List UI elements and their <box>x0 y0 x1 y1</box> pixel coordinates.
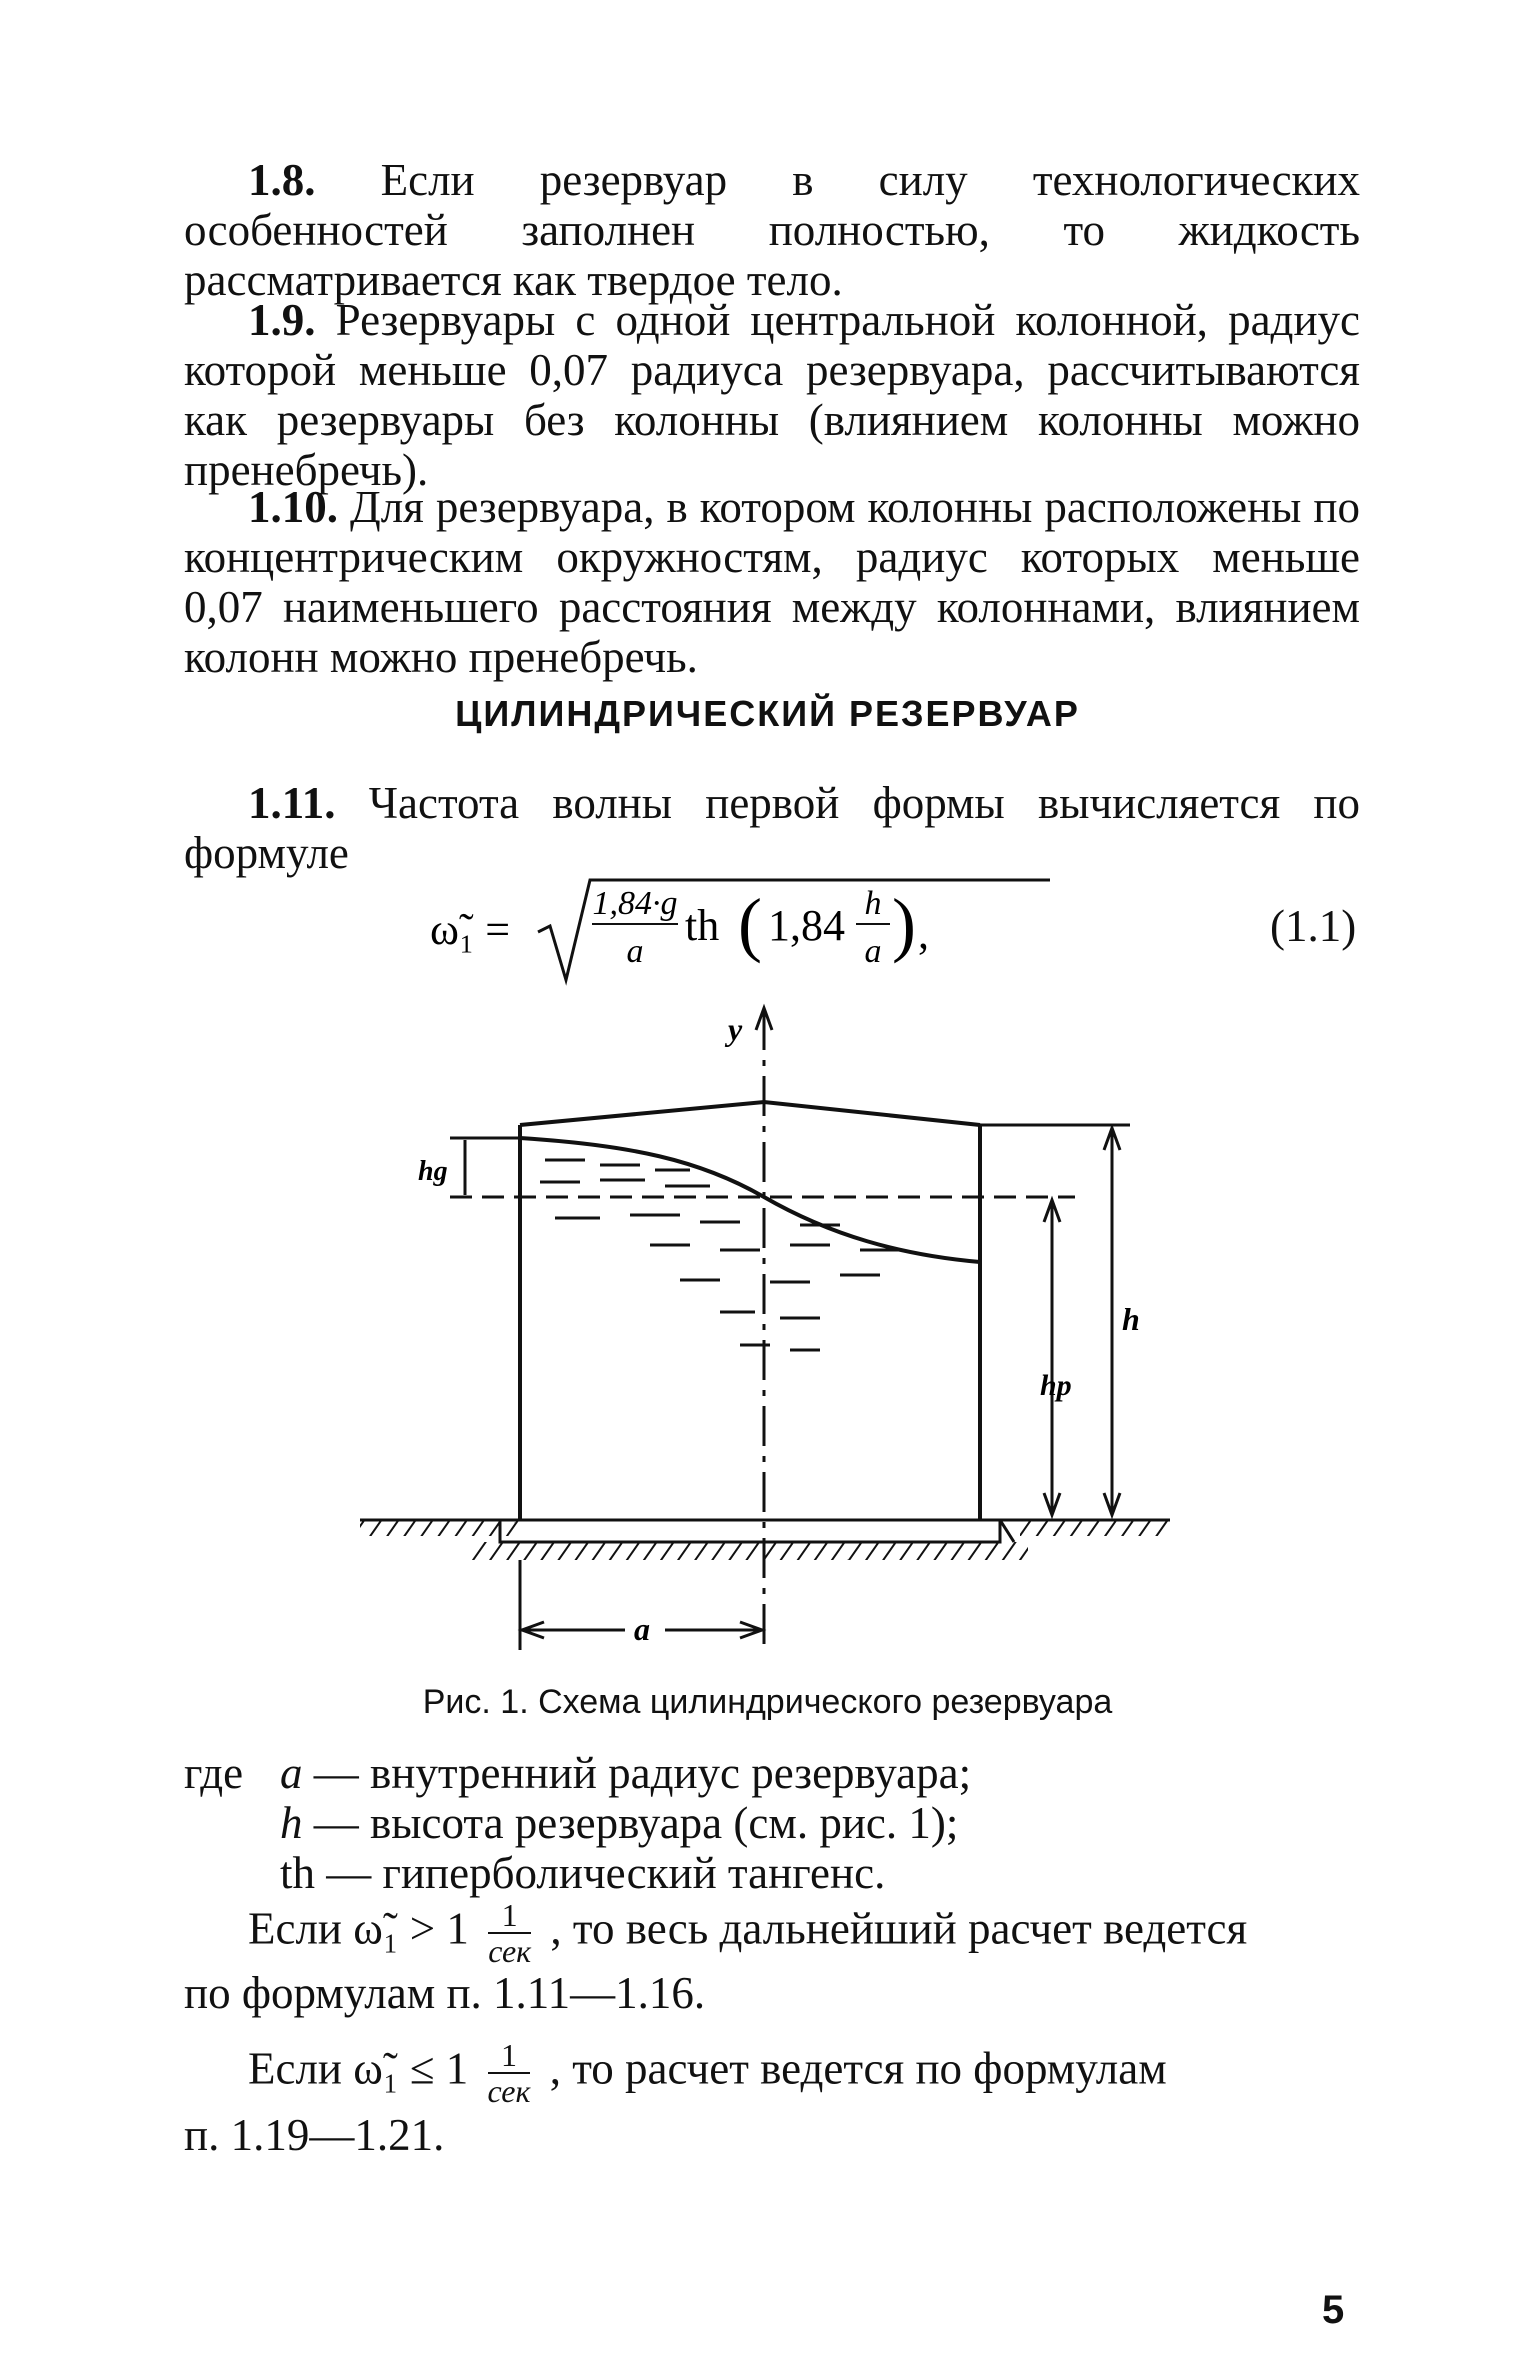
paragraph-number: 1.10. <box>248 482 338 532</box>
condition-1-line-1 <box>248 1898 1247 1968</box>
condition-prefix: Если ω̃₁ > 1 <box>248 1903 469 1954</box>
definition-symbol: th <box>280 1848 316 1898</box>
fraction-denominator: a <box>864 933 882 970</box>
formula-1-1 <box>420 872 1120 992</box>
foundation-edge <box>1000 1520 1014 1542</box>
page-number: 5 <box>1322 2288 1345 2332</box>
section-heading: ЦИЛИНДРИЧЕСКИЙ РЕЗЕРВУАР <box>455 693 1080 734</box>
paragraph-number: 1.9. <box>248 295 316 345</box>
tank-roof <box>520 1102 980 1125</box>
condition-1-line-2: по формулам п. 1.11—1.16. <box>184 1968 706 2018</box>
label-hp: hp <box>1040 1369 1072 1402</box>
paragraph-text: Резервуары с одной центральной колонной, радиус которой меньше 0,07 радиуса резервуара, рассчитываются как резервуары без колонны (влиянием колонны можно пренебречь). <box>184 295 1360 495</box>
label-h: h <box>1122 1301 1140 1337</box>
paragraph-text: Для резервуара, в котором колонны расположены по концентрическим окружностям, радиус которых меньше 0,07 наименьшего расстояния между колоннами, влиянием колонн можно пренебречь. <box>184 482 1361 682</box>
paragraph-1-8 <box>184 155 1360 305</box>
liquid-fill-marks <box>540 1160 900 1350</box>
close-paren: ) <box>892 884 916 964</box>
definition-text: — внутренний радиус резервуара; <box>302 1748 972 1798</box>
unit-fraction <box>488 2038 531 2108</box>
paragraph-1-10 <box>184 482 1360 682</box>
paragraph-text: Частота волны первой формы вычисляется по формуле <box>184 778 1360 878</box>
formula-comma: , <box>918 909 929 958</box>
fraction-numerator: 1,84·g <box>592 885 678 922</box>
unit-fraction <box>488 1898 531 1968</box>
fraction-denominator: a <box>626 933 644 970</box>
formula-lhs: ω̃₁ = <box>430 905 511 954</box>
unit-numerator: 1 <box>501 1897 518 1933</box>
condition-prefix: Если ω̃₁ ≤ 1 <box>248 2043 469 2094</box>
label-hg: hg <box>418 1156 448 1187</box>
label-y: y <box>728 1011 743 1047</box>
ground-hatch-right <box>1020 1520 1170 1536</box>
ground-hatch-left <box>360 1520 520 1536</box>
figure-caption: Рис. 1. Схема цилиндрического резервуара <box>422 1683 1113 1721</box>
liquid-surface-curve <box>520 1138 980 1262</box>
fraction-numerator: h <box>864 885 882 922</box>
foundation-hatch <box>472 1542 1028 1560</box>
definition-text: — гиперболический тангенс. <box>315 1848 886 1898</box>
definition-text: — высота резервуара (см. рис. 1); <box>302 1798 959 1848</box>
formula-number: (1.1) <box>1270 901 1357 951</box>
paragraph-1-9 <box>184 295 1360 495</box>
unit-numerator: 1 <box>500 2037 517 2073</box>
tank-foundation <box>500 1520 1000 1542</box>
paragraph-number: 1.11. <box>248 778 336 828</box>
unit-denominator: сек <box>488 1933 532 1969</box>
open-paren: ( <box>738 884 762 964</box>
paragraph-1-11 <box>184 778 1360 878</box>
tank-diagram <box>300 1000 1220 1680</box>
condition-2-line-1 <box>248 2038 1167 2108</box>
tanh-symbol: th <box>685 901 720 950</box>
coefficient: 1,84 <box>768 901 845 950</box>
definition-symbol: h <box>280 1798 303 1848</box>
paragraph-number: 1.8. <box>248 155 316 205</box>
unit-denominator: сек <box>487 2073 531 2109</box>
condition-suffix: , то расчет ведется по формулам <box>549 2043 1167 2094</box>
definition-symbol: a <box>280 1748 303 1798</box>
definition-lead: где <box>184 1748 244 1798</box>
paragraph-text: Если резервуар в силу технологических особенностей заполнен полностью, то жидкость рассматривается как твердое тело. <box>184 155 1360 305</box>
condition-suffix: , то весь дальнейший расчет ведется <box>550 1903 1248 1954</box>
label-a: a <box>634 1611 650 1647</box>
condition-2-line-2: п. 1.19—1.21. <box>184 2110 445 2160</box>
